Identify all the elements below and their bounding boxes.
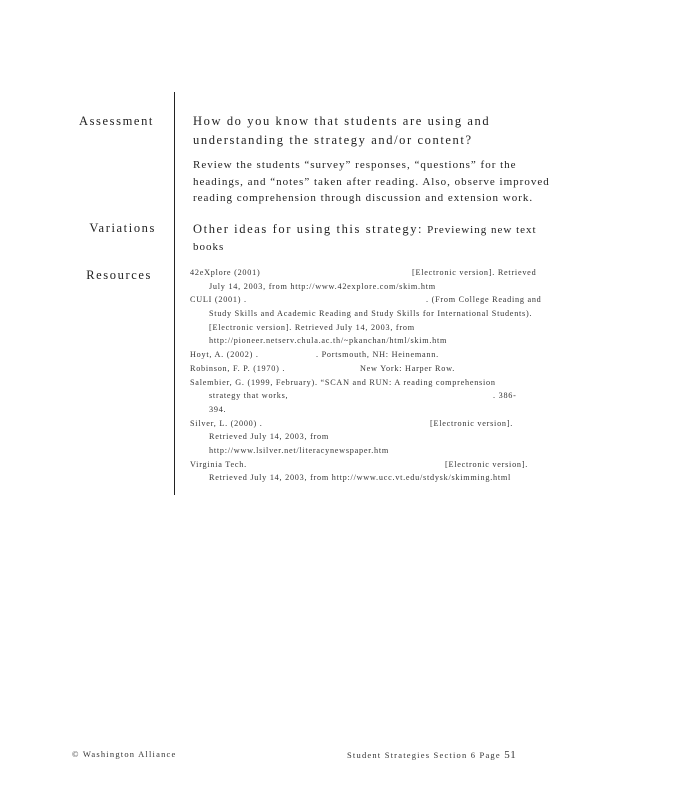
reference-text: CULI (2001) . xyxy=(190,295,247,305)
reference-line xyxy=(190,389,570,403)
reference-line: http://pioneer.netserv.chula.ac.th/~pkanchan/html/skim.htm xyxy=(209,336,448,346)
reference-line xyxy=(190,293,570,307)
reference-text: Silver, L. (2000) . xyxy=(190,418,263,428)
reference-text: Virginia Tech. xyxy=(190,459,247,469)
reference-text: Robinson, F. P. (1970) . xyxy=(190,363,286,373)
variations-content xyxy=(193,220,563,256)
assessment-question xyxy=(193,112,523,150)
resources-list xyxy=(190,266,570,485)
variations-answer-cont: books xyxy=(193,241,225,253)
reference-line: http://www.lsilver.net/literacynewspaper.htm xyxy=(209,445,390,455)
assessment-question-line: How do you know that students are using and xyxy=(193,114,491,128)
reference-line: Salembier, G. (1999, February). “SCAN and RUN: A reading comprehension xyxy=(190,377,496,387)
reference-text: strategy that works, xyxy=(209,391,289,401)
reference-line: Retrieved July 14, 2003, from xyxy=(209,432,329,442)
reference-text: New York: Harper Row. xyxy=(360,363,456,373)
vertical-rule xyxy=(174,92,175,495)
reference-text: 42eXplore (2001) xyxy=(190,268,261,277)
reference-line xyxy=(190,266,570,280)
assessment-answer xyxy=(193,157,573,207)
reference-text: [Electronic version]. xyxy=(445,459,529,469)
reference-text: . (From College Reading and xyxy=(426,295,542,305)
reference-line: July 14, 2003, from http://www.42explore.com/skim.htm xyxy=(209,281,436,291)
reference-line xyxy=(190,417,570,431)
variations-label: Variations xyxy=(89,221,156,235)
reference-line: Study Skills and Academic Reading and Study Skills for International Students). xyxy=(209,309,533,319)
reference-line: [Electronic version]. Retrieved July 14, 2003, from xyxy=(209,322,415,332)
reference-text: [Electronic version]. Retrieved xyxy=(412,268,537,277)
reference-line xyxy=(190,362,570,376)
footer-copyright: © Washington Alliance xyxy=(72,749,177,759)
reference-line: Retrieved July 14, 2003, from http://www.ucc.vt.edu/stdysk/skimming.html xyxy=(209,473,512,483)
reference-text: . 386- xyxy=(493,391,517,401)
assessment-answer-line: Review the students “survey” responses, “questions” for the xyxy=(193,159,517,171)
assessment-question-line: understanding the strategy and/or content? xyxy=(193,133,473,147)
assessment-answer-line: headings, and “notes” taken after reading. Also, observe improved xyxy=(193,175,550,188)
reference-line xyxy=(190,458,570,472)
variations-answer: Previewing new text xyxy=(427,224,537,236)
footer-section: Student Strategies Section 6 Page xyxy=(347,750,501,760)
assessment-answer-line: reading comprehension through discussion and extension work. xyxy=(193,192,534,204)
reference-line: 394. xyxy=(209,404,227,414)
reference-line xyxy=(190,348,570,362)
assessment-label: Assessment xyxy=(78,114,154,128)
reference-text: [Electronic version]. xyxy=(430,418,514,428)
reference-text: . Portsmouth, NH: Heinemann. xyxy=(316,350,439,360)
variations-question: Other ideas for using this strategy: xyxy=(193,222,424,236)
resources-label: Resources xyxy=(86,268,152,282)
reference-text: Hoyt, A. (2002) . xyxy=(190,350,259,360)
page-number: 51 xyxy=(504,749,517,761)
footer-page-info xyxy=(347,749,516,761)
